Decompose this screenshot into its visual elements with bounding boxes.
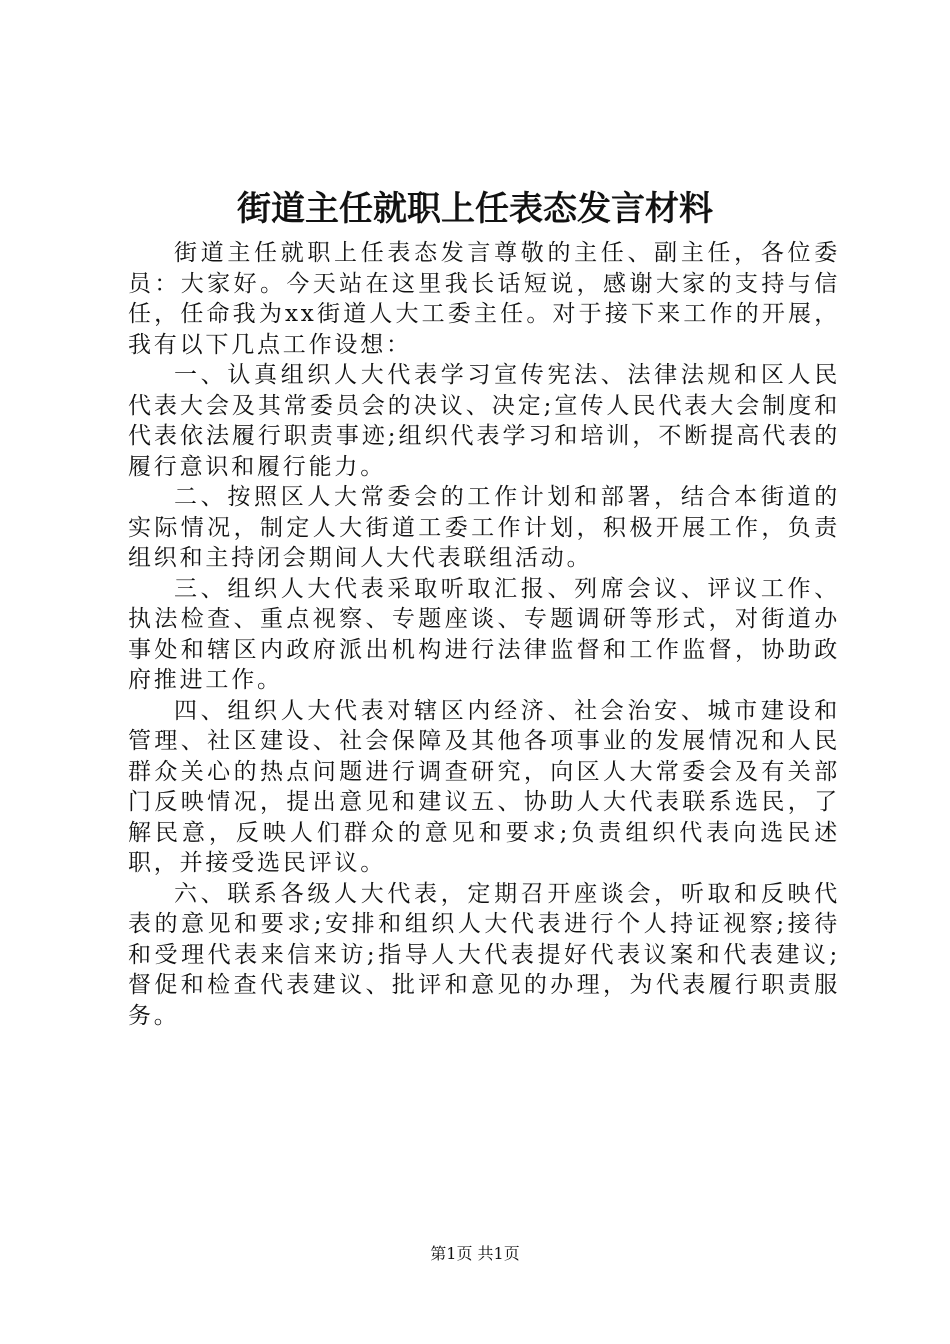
- document-title: 街道主任就职上任表态发言材料: [237, 189, 713, 229]
- paragraph-item-1: 一、认真组织人大代表学习宣传宪法、法律法规和区人民代表大会及其常委员会的决议、决定;宣传人民代表大会制度和代表依法履行职责事迹;组织代表学习和培训，不断提高代表的履行意识和履行能力。: [128, 362, 840, 480]
- paragraph-item-6: 六、联系各级人大代表，定期召开座谈会，听取和反映代表的意见和要求;安排和组织人大代表进行个人持证视察;接待和受理代表来信来访;指导人大代表提好代表议案和代表建议;督促和检查代表建议、批评和意见的办理，为代表履行职责服务。: [128, 880, 840, 1029]
- paragraph-item-3: 三、组织人大代表采取听取汇报、列席会议、评议工作、执法检查、重点视察、专题座谈、专题调研等形式，对街道办事处和辖区内政府派出机构进行法律监督和工作监督，协助政府推进工作。: [128, 575, 840, 693]
- document-body: [128, 238, 840, 1031]
- paragraph-item-4: 四、组织人大代表对辖区内经济、社会治安、城市建设和管理、社区建设、社会保障及其他各项事业的发展情况和人民群众关心的热点问题进行调查研究，向区人大常委会及有关部门反映情况，提出意见和建议五、协助人大代表联系选民，了解民意，反映人们群众的意见和要求;负责组织代表向选民述职，并接受选民评议。: [128, 697, 840, 876]
- paragraph-item-2: 二、按照区人大常委会的工作计划和部署，结合本街道的实际情况，制定人大街道工委工作计划，积极开展工作，负责组织和主持闭会期间人大代表联组活动。: [128, 484, 840, 571]
- page-number-footer: 第1页 共1页: [430, 1244, 520, 1263]
- paragraph-intro: 街道主任就职上任表态发言尊敬的主任、副主任，各位委员：大家好。今天站在这里我长话短说，感谢大家的支持与信任，任命我为xx街道人大工委主任。对于接下来工作的开展，我有以下几点工作设想：: [128, 240, 840, 358]
